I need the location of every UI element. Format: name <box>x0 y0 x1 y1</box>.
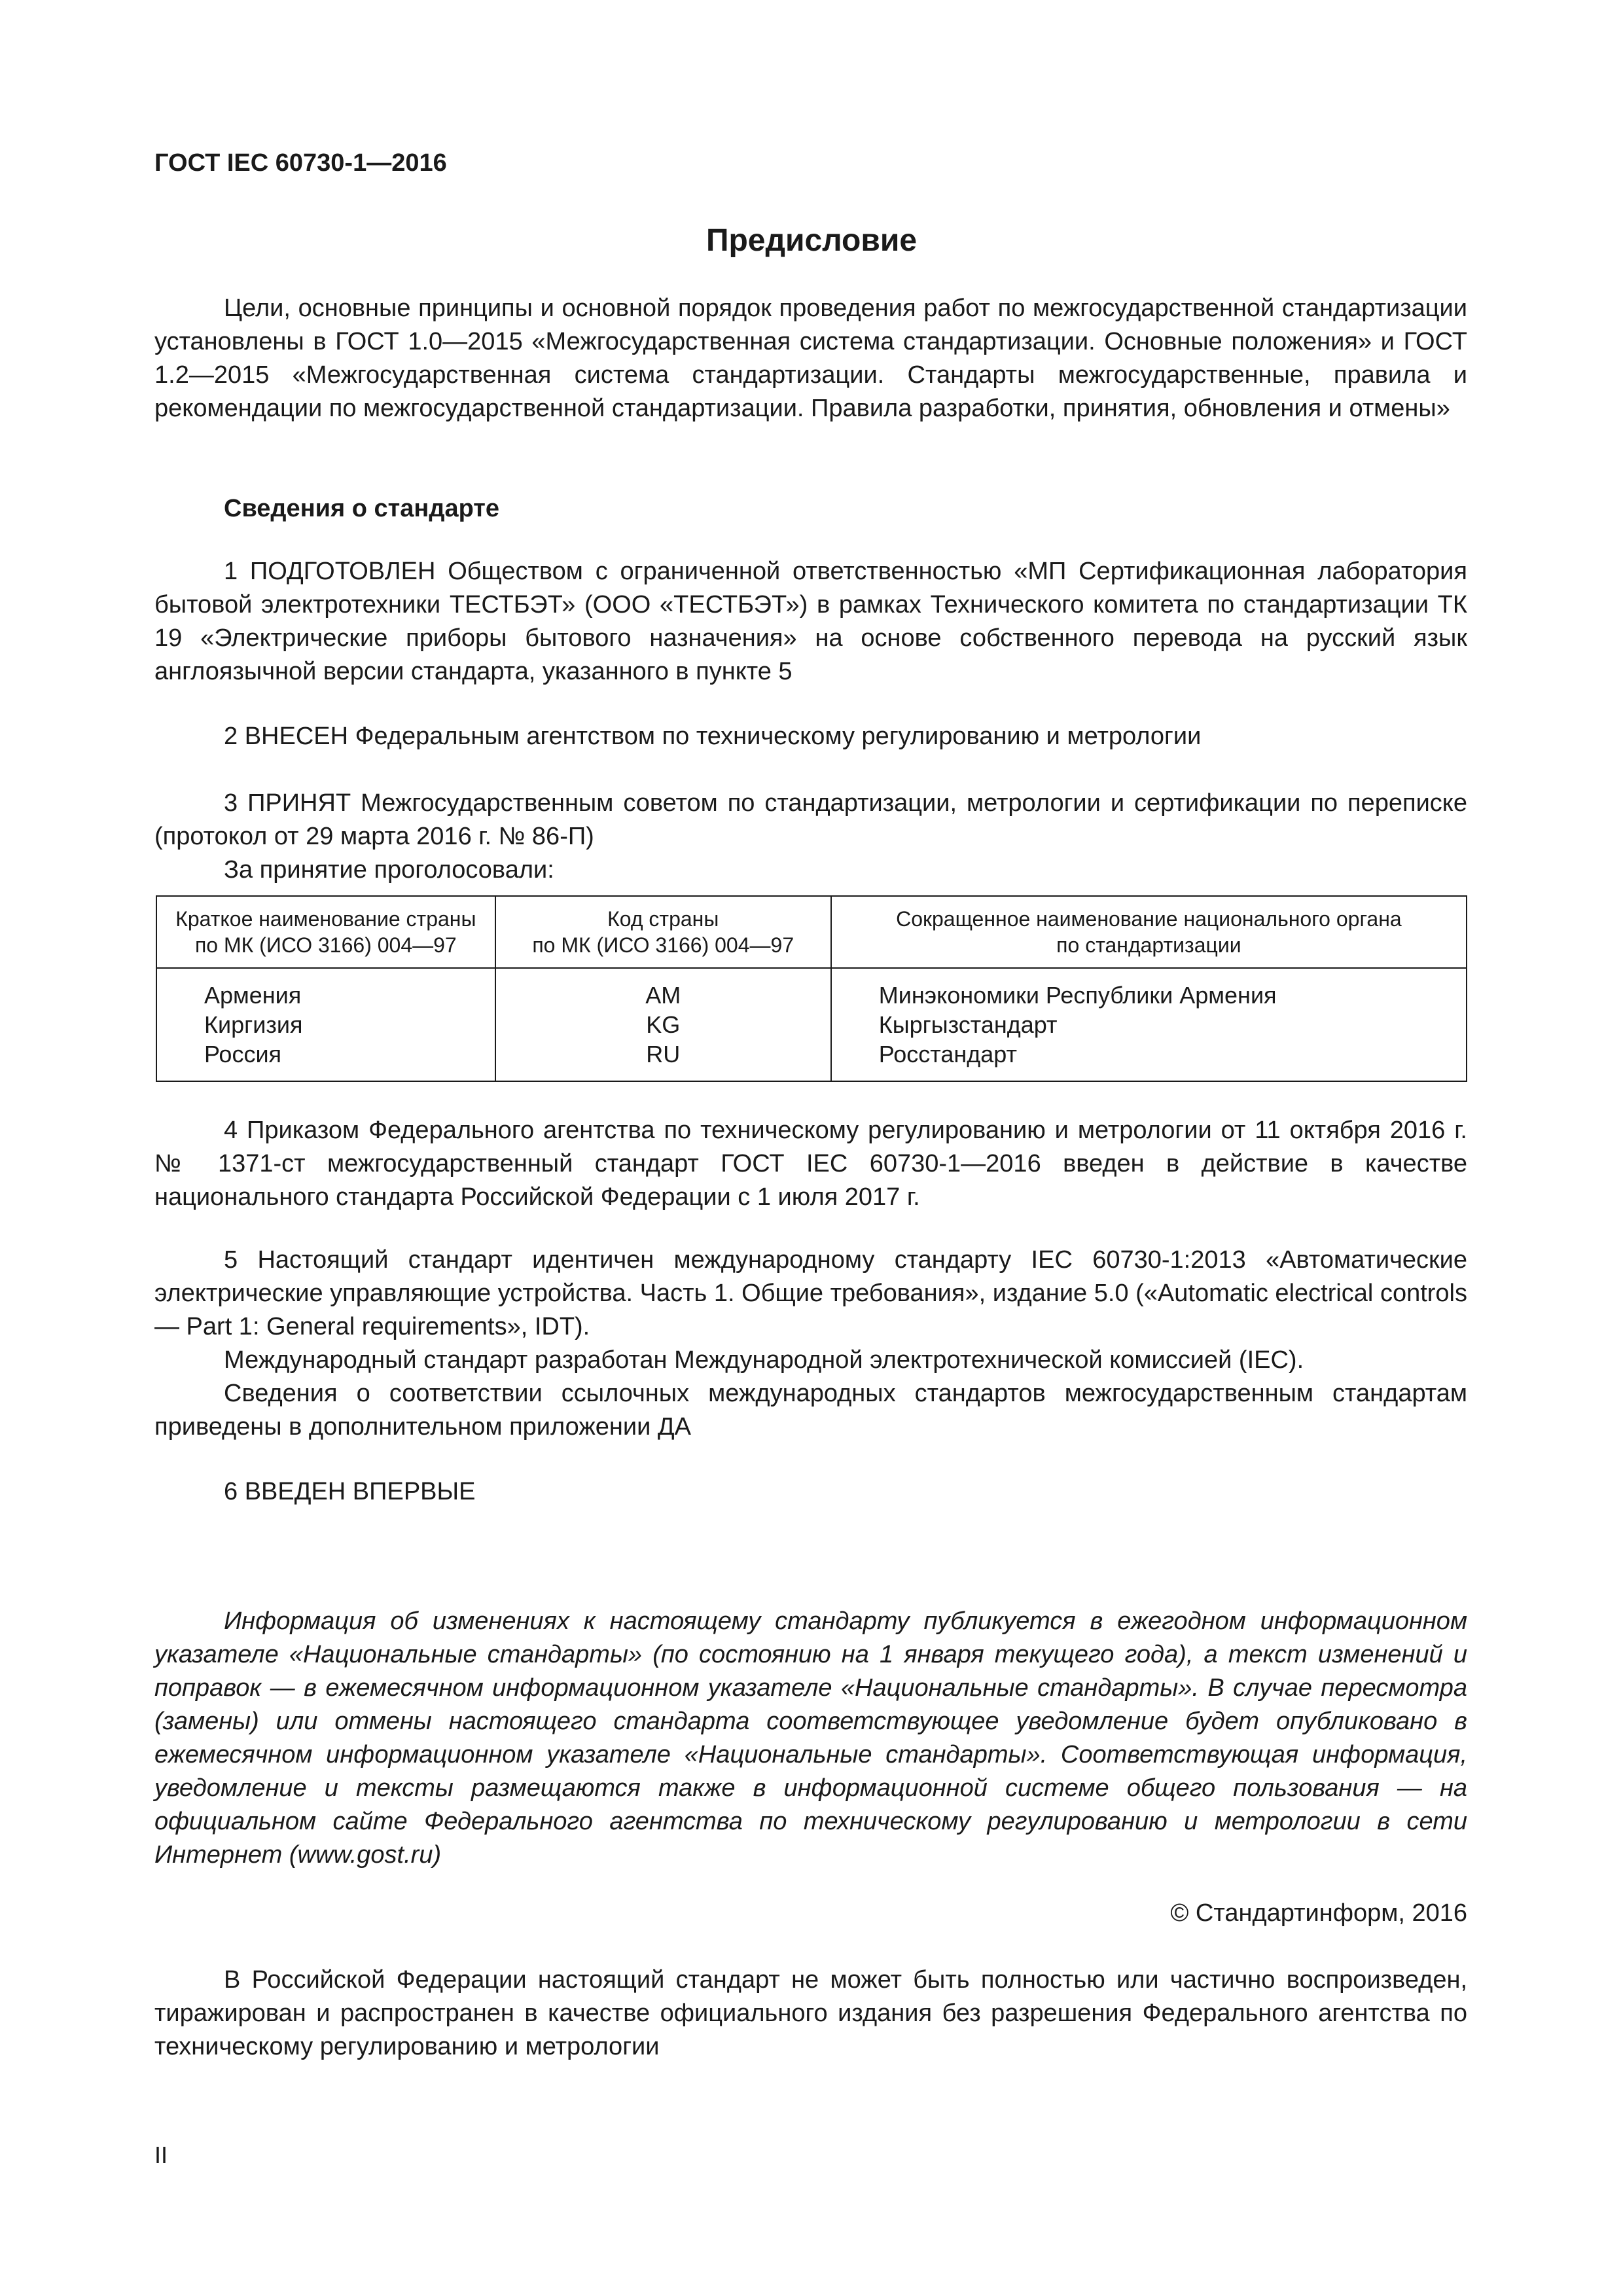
page-title: Предисловие <box>705 223 918 258</box>
item-2-block <box>154 720 1467 753</box>
intro-block <box>154 292 1467 425</box>
table-cell-country: Армения <box>204 982 302 1009</box>
item-5-annex-note: Сведения о соответствии ссылочных международных стандартов межгосударственным стандартам приведены в дополнительном приложении ДА <box>154 1380 1467 1441</box>
header-country-code: Код страны по МК (ИСО 3166) 004—97 <box>495 896 831 968</box>
item-3-votes-label: За принятие проголосовали: <box>224 856 554 884</box>
table-cell-code: AM <box>645 982 681 1009</box>
table-cell-org: Кыргызстандарт <box>878 1011 1058 1038</box>
item-5-block <box>154 1244 1467 1444</box>
item-5-paragraph: 5 Настоящий стандарт идентичен международному стандарту IEC 60730-1:2013 «Автоматические электрические управляющие устройства. Часть 1. Общие требования», издание 5.0 («Automatic electrical controls — Part 1: General requirements», IDT). <box>154 1246 1467 1340</box>
page-number: II <box>154 2142 168 2168</box>
rights-paragraph: В Российской Федерации настоящий стандарт не может быть полностью или частично воспроизведен, тиражирован и распространен в качестве официального издания без разрешения Федерального агентства по техническому регулированию и метрологии <box>154 1966 1467 2060</box>
item-5-iec-note: Международный стандарт разработан Международной электротехнической комиссией (IEC). <box>224 1346 1304 1374</box>
item-3-block <box>154 787 1467 887</box>
header-national-body: Сокращенное наименование национального органа по стандартизации <box>831 896 1467 968</box>
document-id-header: ГОСТ IEC 60730-1—2016 <box>154 149 447 177</box>
item-6-paragraph: 6 ВВЕДЕН ВПЕРВЫЕ <box>224 1478 476 1505</box>
notice-block <box>154 1605 1467 1872</box>
table-cell-code: RU <box>646 1041 681 1067</box>
item-4-paragraph: 4 Приказом Федерального агентства по техническому регулированию и метрологии от 11 октября 2016 г. № 1371-ст межгосударственный стандарт ГОСТ IEC 60730-1—2016 введен в действие в качестве национального стандарта Российской Федерации с 1 июля 2017 г. <box>154 1117 1467 1211</box>
copyright-block <box>154 1897 1467 1930</box>
intro-paragraph: Цели, основные принципы и основной порядок проведения работ по межгосударственной стандартизации установлены в ГОСТ 1.0—2015 «Межгосударственная система стандартизации. Основные положения» и ГОСТ 1.2—2015 «Межгосударственная система стандартизации. Стандарты межгосударственные, правила и рекомендации по межгосударственной стандартизации. Правила разработки, принятия, обновления и отмены» <box>154 295 1467 422</box>
section-heading-block <box>154 492 1467 526</box>
copyright-line: © Стандартинформ, 2016 <box>1170 1899 1467 1927</box>
table-cell-code: KG <box>646 1011 681 1038</box>
table-cell-org: Минэкономики Республики Армения <box>878 982 1277 1009</box>
vote-table-body <box>156 968 1467 1081</box>
vote-table <box>156 895 1467 1082</box>
table-cell-country: Киргизия <box>204 1011 303 1038</box>
code-column <box>495 968 831 1081</box>
item-2-paragraph: 2 ВНЕСЕН Федеральным агентством по техническому регулированию и метрологии <box>224 723 1202 750</box>
header-country: Краткое наименование страны по МК (ИСО 3166) 004—97 <box>156 896 495 968</box>
rights-block <box>154 1964 1467 2064</box>
section-heading: Сведения о стандарте <box>224 495 500 522</box>
item-6-block <box>154 1475 1467 1509</box>
item-4-block <box>154 1114 1467 1214</box>
table-cell-country: Россия <box>204 1041 282 1067</box>
table-cell-org: Росстандарт <box>878 1041 1017 1067</box>
item-3-paragraph: 3 ПРИНЯТ Межгосударственным советом по стандартизации, метрологии и сертификации по переписке (протокол от 29 марта 2016 г. № 86-П) <box>154 789 1467 850</box>
country-column <box>156 968 495 1081</box>
national-body-column <box>831 968 1467 1081</box>
item-1-block <box>154 555 1467 689</box>
change-notice-paragraph: Информация об изменениях к настоящему стандарту публикуется в ежегодном информационном указателе «Национальные стандарты» (по состоянию на 1 января текущего года), а текст изменений и поправок — в ежемесячном информационном указателе «Национальные стандарты». В случае пересмотра (замены) или отмены настоящего стандарта соответствующее уведомление будет опубликовано в ежемесячном информационном указателе «Национальные стандарты». Соответствующая информация, уведомление и тексты размещаются также в информационной системе общего пользования — на официальном сайте Федерального агентства по техническому регулированию и метрологии в сети Интернет (www.gost.ru) <box>154 1607 1467 1869</box>
item-1-paragraph: 1 ПОДГОТОВЛЕН Обществом с ограниченной ответственностью «МП Сертификационная лаборатория бытовой электротехники ТЕСТБЭТ» (ООО «ТЕСТБЭТ») в рамках Технического комитета по стандартизации ТК 19 «Электрические приборы бытового назначения» на основе собственного перевода на русский язык англоязычной версии стандарта, указанного в пункте 5 <box>154 558 1467 685</box>
vote-table-header-row <box>156 896 1467 968</box>
